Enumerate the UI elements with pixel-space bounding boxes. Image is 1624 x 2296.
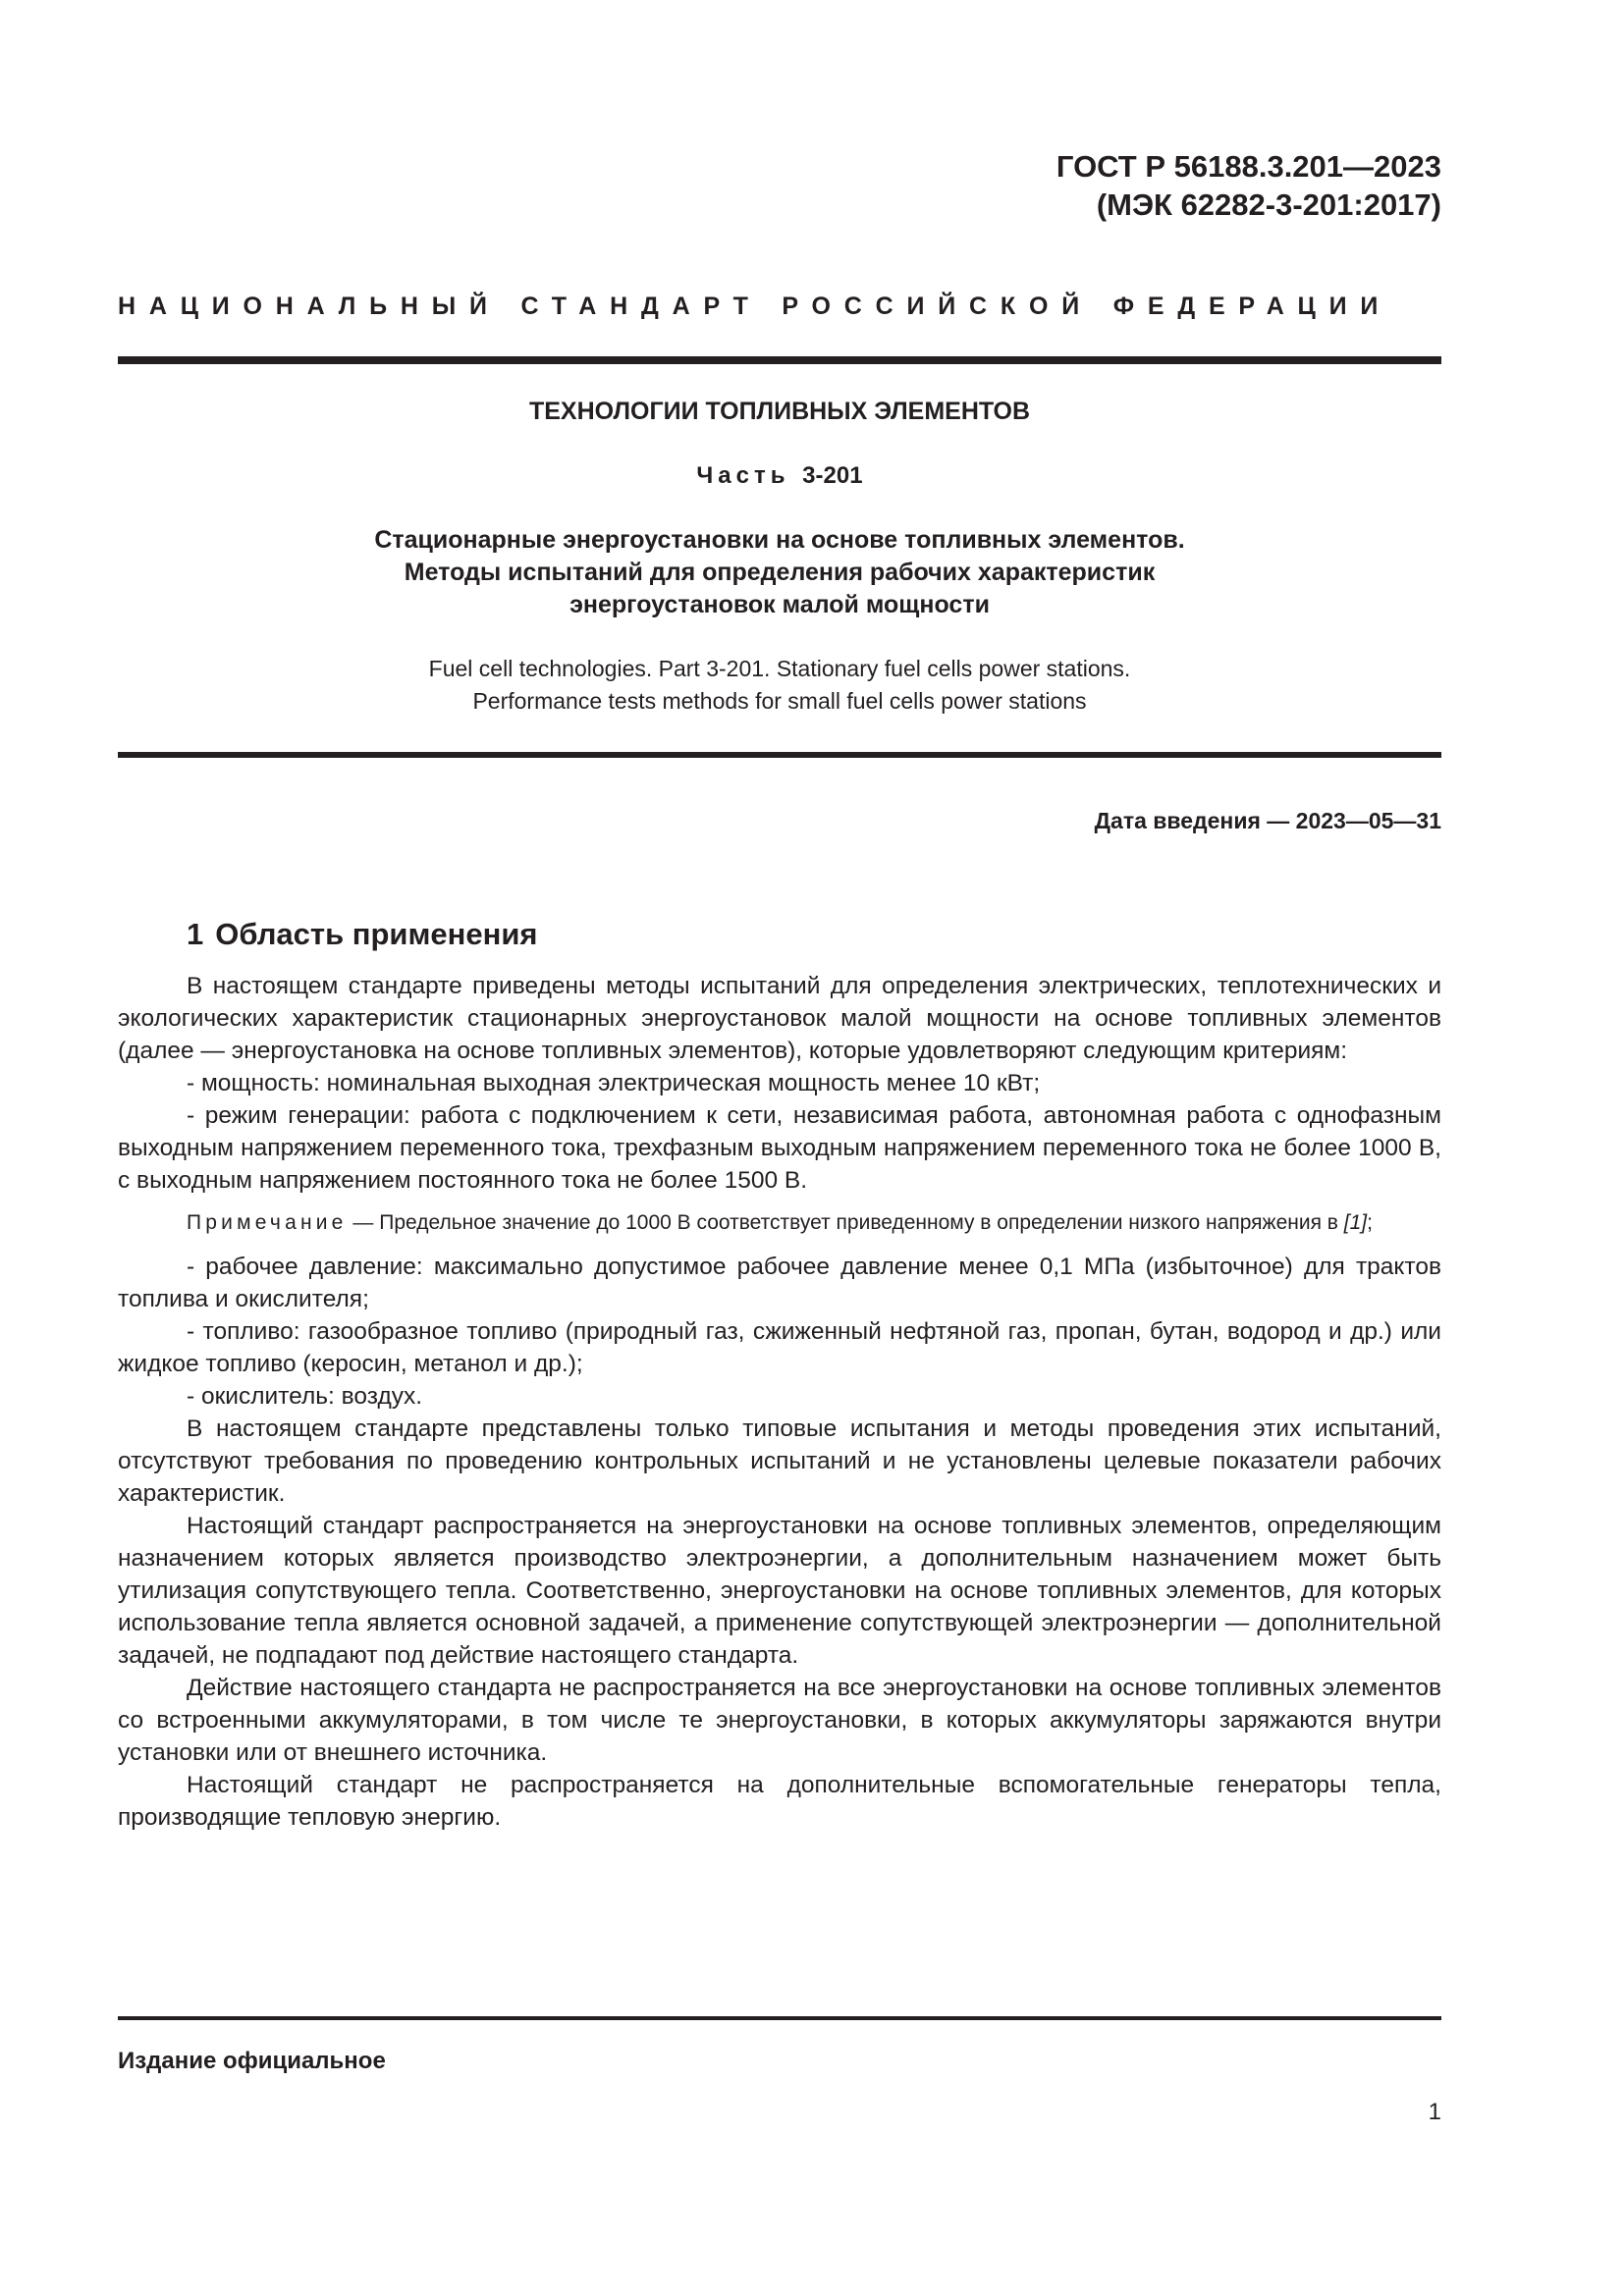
iec-number: (МЭК 62282-3-201:2017) bbox=[1096, 187, 1441, 222]
edition-label: Издание официальное bbox=[118, 2048, 386, 2074]
list-item: - окислитель: воздух. bbox=[187, 1383, 423, 1410]
note-text: — Предельное значение до 1000 В соответствует приведенному в определении низкого напряжения в bbox=[347, 1211, 1344, 1234]
page-number: 1 bbox=[1428, 2099, 1441, 2125]
section-body bbox=[118, 970, 1441, 1834]
note-reference: [1] bbox=[1343, 1211, 1368, 1234]
english-title bbox=[118, 653, 1441, 718]
subtitle-line: Методы испытаний для определения рабочих характеристик bbox=[404, 559, 1156, 586]
subtitle-line: Стационарные энергоустановки на основе топливных элементов. bbox=[374, 526, 1185, 554]
part-number: 3-201 bbox=[802, 462, 863, 489]
section-title: Область применения bbox=[215, 917, 538, 951]
english-title-line: Performance tests methods for small fuel cells power stations bbox=[472, 688, 1087, 714]
national-standard-banner: НАЦИОНАЛЬНЫЙ СТАНДАРТ РОССИЙСКОЙ ФЕДЕРАЦИИ bbox=[118, 293, 1392, 320]
introduction-date: Дата введения — 2023—05—31 bbox=[1094, 808, 1441, 833]
section-number: 1 bbox=[187, 917, 204, 951]
list-item: - рабочее давление: максимально допустимое рабочее давление менее 0,1 МПа (избыточное) для трактов топлива и окислителя; bbox=[118, 1254, 1441, 1312]
part-label: Часть bbox=[696, 462, 790, 489]
title-rule bbox=[118, 752, 1441, 758]
main-title: ТЕХНОЛОГИИ ТОПЛИВНЫХ ЭЛЕМЕНТОВ bbox=[528, 398, 1031, 425]
subtitle-line: энергоустановок малой мощности bbox=[569, 591, 990, 618]
paragraph: Настоящий стандарт не распространяется на дополнительные вспомогательные генераторы тепла, производящие тепловую энергию. bbox=[118, 1772, 1441, 1831]
paragraph: В настоящем стандарте представлены только типовые испытания и методы проведения этих испытаний, отсутствуют требования по проведению контрольных испытаний и не установлены целевые показатели рабочих характеристик. bbox=[118, 1415, 1441, 1507]
footer-rule bbox=[118, 2016, 1441, 2020]
section-heading bbox=[187, 917, 538, 952]
note-end: ; bbox=[1367, 1211, 1373, 1234]
paragraph: Действие настоящего стандарта не распространяется на все энергоустановки на основе топливных элементов со встроенными аккумуляторами, в том числе те энергоустановки, в которых аккумуляторы заряжаются внутри установки или от внешнего источника. bbox=[118, 1675, 1441, 1766]
note bbox=[118, 1209, 1441, 1237]
list-item: - мощность: номинальная выходная электрическая мощность менее 10 кВт; bbox=[187, 1070, 1041, 1096]
russian-subtitle bbox=[118, 524, 1441, 621]
note-label: Примечание bbox=[187, 1211, 348, 1234]
paragraph: Настоящий стандарт распространяется на энергоустановки на основе топливных элементов, определяющим назначением которых является производство электроэнергии, а дополнительным назначением может быть утилизация сопутствующего тепла. Соответственно, энергоустановки на основе топливных элементов, для которых использование тепла является основной задачей, а применение сопутствующей электроэнергии — дополнительной задачей, не подпадают под действие настоящего стандарта. bbox=[118, 1513, 1441, 1669]
english-title-line: Fuel cell technologies. Part 3-201. Stationary fuel cells power stations. bbox=[428, 656, 1131, 681]
paragraph: В настоящем стандарте приведены методы испытаний для определения электрических, теплотехнических и экологических характеристик стационарных энергоустановок малой мощности на основе топливных элементов (далее — энергоустановка на основе топливных элементов), которые удовлетворяют следующим критериям: bbox=[118, 973, 1441, 1064]
part-line bbox=[118, 462, 1441, 490]
top-rule bbox=[118, 356, 1441, 364]
standard-number: ГОСТ Р 56188.3.201—2023 bbox=[1056, 149, 1441, 184]
standard-number-block bbox=[1056, 147, 1441, 224]
list-item: - топливо: газообразное топливо (природный газ, сжиженный нефтяной газ, пропан, бутан, водород и др.) или жидкое топливо (керосин, метанол и др.); bbox=[118, 1318, 1441, 1377]
list-item: - режим генерации: работа с подключением к сети, независимая работа, автономная работа с однофазным выходным напряжением переменного тока, трехфазным выходным напряжением переменного тока не более 1000 В, с выходным напряжением постоянного тока не более 1500 В. bbox=[118, 1102, 1441, 1194]
